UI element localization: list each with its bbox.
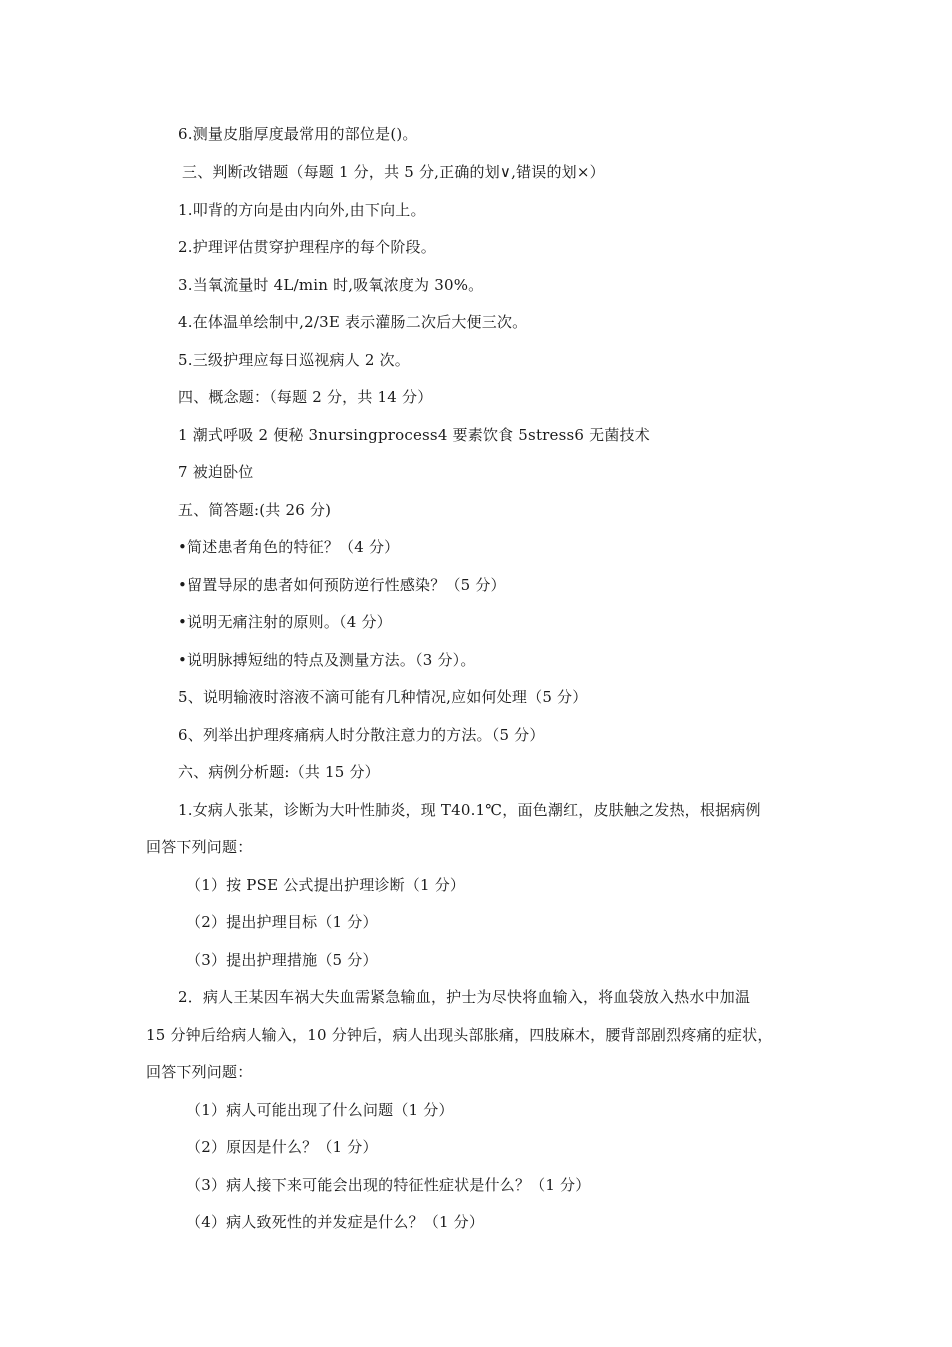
short-answer-item-5: 5、说明输液时溶液不滴可能有几种情况,应如何处理（5 分） <box>178 688 588 706</box>
case-2-paragraph-line-2: 15 分钟后给病人输入，10 分钟后，病人出现头部胀痛，四肢麻木，腰背部剧烈疼痛的症状， <box>146 1026 773 1044</box>
judge-item-2: 2.护理评估贯穿护理程序的每个阶段。 <box>178 238 436 256</box>
judge-item-4: 4.在体温单绘制中,2/3E 表示灌肠二次后大便三次。 <box>178 313 528 331</box>
case-2-question-2: （2）原因是什么？（1 分） <box>186 1138 378 1156</box>
case-2-question-3: （3）病人接下来可能会出现的特征性症状是什么？（1 分） <box>186 1176 591 1194</box>
short-answer-item-3: •说明无痛注射的原则。（4 分） <box>178 613 392 631</box>
case-1-paragraph-line-1: 1.女病人张某，诊断为大叶性肺炎，现 T40.1℃，面色潮红，皮肤触之发热，根据病例 <box>178 801 761 819</box>
short-answer-item-1: •简述患者角色的特征？（4 分） <box>178 538 400 556</box>
case-1-paragraph-line-2: 回答下列问题： <box>146 838 253 856</box>
short-answer-item-2: •留置导尿的患者如何预防逆行性感染？（5 分） <box>178 576 506 594</box>
question-6-skinfold: 6.测量皮脂厚度最常用的部位是()。 <box>178 125 418 143</box>
case-2-question-4: （4）病人致死性的并发症是什么？（1 分） <box>186 1213 485 1231</box>
case-2-paragraph-line-3: 回答下列问题： <box>146 1063 253 1081</box>
concept-items-line-2: 7 被迫卧位 <box>178 463 254 481</box>
judge-item-1: 1.叩背的方向是由内向外,由下向上。 <box>178 201 426 219</box>
section-4-heading: 四、概念题：（每题 2 分，共 14 分） <box>178 388 433 406</box>
section-3-heading: 三、判断改错题（每题 1 分，共 5 分,正确的划∨,错误的划×） <box>182 163 605 181</box>
case-1-question-1: （1）按 PSE 公式提出护理诊断（1 分） <box>186 876 466 894</box>
case-1-question-2: （2）提出护理目标（1 分） <box>186 913 378 931</box>
judge-item-5: 5.三级护理应每日巡视病人 2 次。 <box>178 351 410 369</box>
concept-items-line-1: 1 潮式呼吸 2 便秘 3nursingprocess4 要素饮食 5stress6 无菌技术 <box>178 426 650 444</box>
section-5-heading: 五、简答题:(共 26 分) <box>178 501 332 519</box>
case-1-question-3: （3）提出护理措施（5 分） <box>186 951 378 969</box>
short-answer-item-4: •说明脉搏短绌的特点及测量方法。（3 分）。 <box>178 651 476 669</box>
case-2-question-1: （1）病人可能出现了什么问题（1 分） <box>186 1101 454 1119</box>
judge-item-3: 3.当氧流量时 4L/min 时,吸氧浓度为 30%。 <box>178 276 484 294</box>
case-2-paragraph-line-1: 2．病人王某因车祸大失血需紧急输血，护士为尽快将血输入，将血袋放入热水中加温 <box>178 988 751 1006</box>
section-6-heading: 六、病例分析题:（共 15 分） <box>178 763 380 781</box>
short-answer-item-6: 6、列举出护理疼痛病人时分散注意力的方法。（5 分） <box>178 726 545 744</box>
